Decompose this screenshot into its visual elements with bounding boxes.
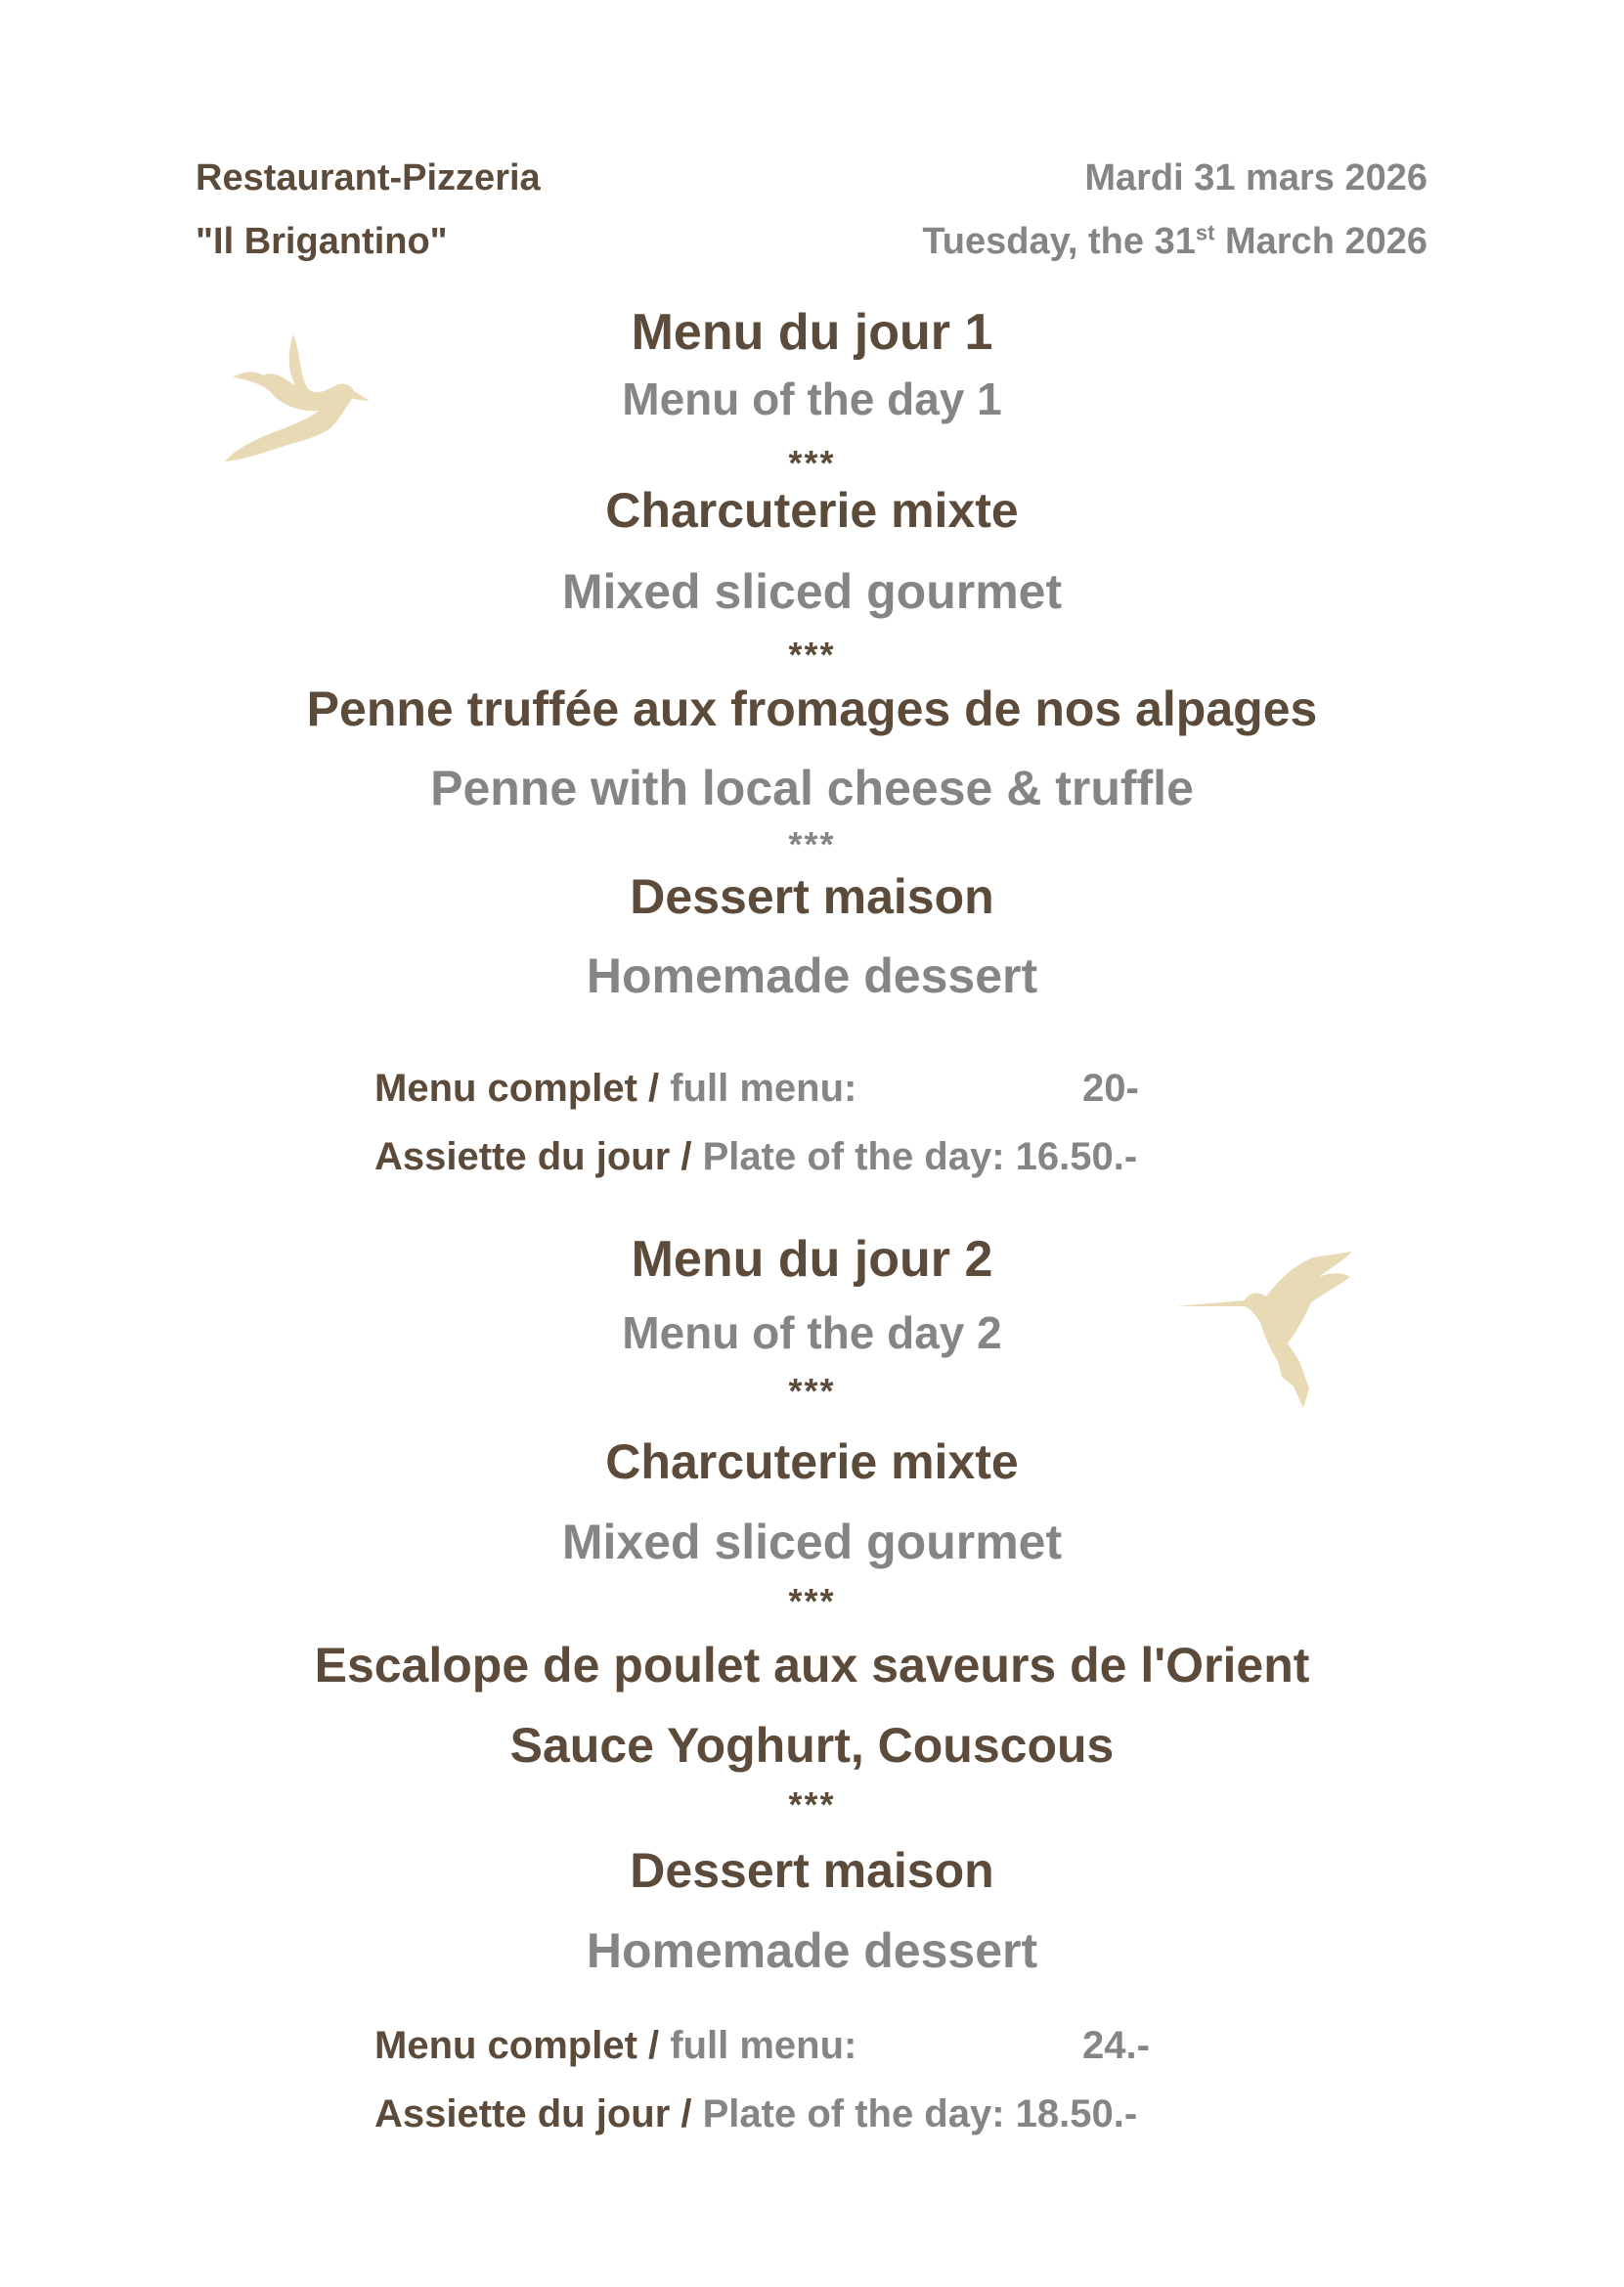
menu2-course2-fr-line2: Sauce Yoghurt, Couscous [509, 1718, 1115, 1773]
menu1-full-price-label [374, 1069, 856, 1108]
menu1-separator-3: *** [788, 824, 836, 864]
menu2-separator-3: *** [788, 1784, 836, 1825]
menu1-course1-fr: Charcuterie mixte [605, 483, 1019, 538]
menu1-course1-en: Mixed sliced gourmet [561, 564, 1063, 619]
menu2-title-fr: Menu du jour 2 [631, 1231, 993, 1288]
date-french: Mardi 31 mars 2026 [1084, 157, 1427, 198]
menu2-full-label-fr: Menu complet / [374, 2024, 671, 2067]
menu2-plate-label-en: Plate of the day: [702, 2092, 1016, 2135]
menu2-course3-fr: Dessert maison [630, 1843, 994, 1898]
date-english-prefix: Tuesday, the 31 [922, 221, 1196, 262]
menu2-full-price: 24.- [1082, 2024, 1150, 2067]
menu1-plate-price: 16.50.- [1015, 1135, 1138, 1178]
menu2-course3-en: Homemade dessert [586, 1923, 1038, 1978]
restaurant-name: "Il Brigantino" [196, 221, 448, 262]
menu2-course2-fr-line1: Escalope de poulet aux saveurs de l'Orient [314, 1638, 1310, 1693]
menu1-plate-price-line [374, 1137, 1137, 1176]
menu2-separator-2: *** [788, 1581, 836, 1621]
menu1-full-label-fr: Menu complet / [374, 1067, 671, 1110]
menu1-title-fr: Menu du jour 1 [631, 304, 993, 361]
menu1-separator-2: *** [788, 635, 836, 675]
date-english-ordinal: st [1195, 220, 1215, 245]
menu1-course2-en: Penne with local cheese & truffle [430, 761, 1194, 815]
menu1-course3-en: Homemade dessert [586, 948, 1038, 1003]
menu1-full-price: 20- [1082, 1067, 1139, 1110]
menu2-full-price-label [374, 2026, 856, 2065]
menu2-full-label-en: full menu: [670, 2024, 857, 2067]
menu1-plate-label-en: Plate of the day: [702, 1135, 1016, 1178]
menu2-plate-label-fr: Assiette du jour / [374, 2092, 703, 2135]
restaurant-type: Restaurant-Pizzeria [196, 157, 541, 198]
menu1-title-en: Menu of the day 1 [622, 374, 1002, 424]
menu2-separator-1: *** [788, 1371, 836, 1411]
menu1-full-label-en: full menu: [670, 1067, 857, 1110]
menu1-course3-fr: Dessert maison [630, 869, 994, 924]
menu2-plate-price-line [374, 2094, 1137, 2133]
menu2-plate-price: 18.50.- [1015, 2092, 1138, 2135]
menu2-title-en: Menu of the day 2 [622, 1307, 1002, 1358]
date-english-suffix: March 2026 [1214, 221, 1427, 262]
date-english [922, 220, 1427, 262]
menu2-course1-en: Mixed sliced gourmet [561, 1515, 1063, 1569]
menu1-plate-label-fr: Assiette du jour / [374, 1135, 703, 1178]
menu1-separator-1: *** [788, 443, 836, 483]
menu2-course1-fr: Charcuterie mixte [605, 1434, 1019, 1489]
menu1-course2-fr: Penne truffée aux fromages de nos alpages [306, 682, 1318, 736]
